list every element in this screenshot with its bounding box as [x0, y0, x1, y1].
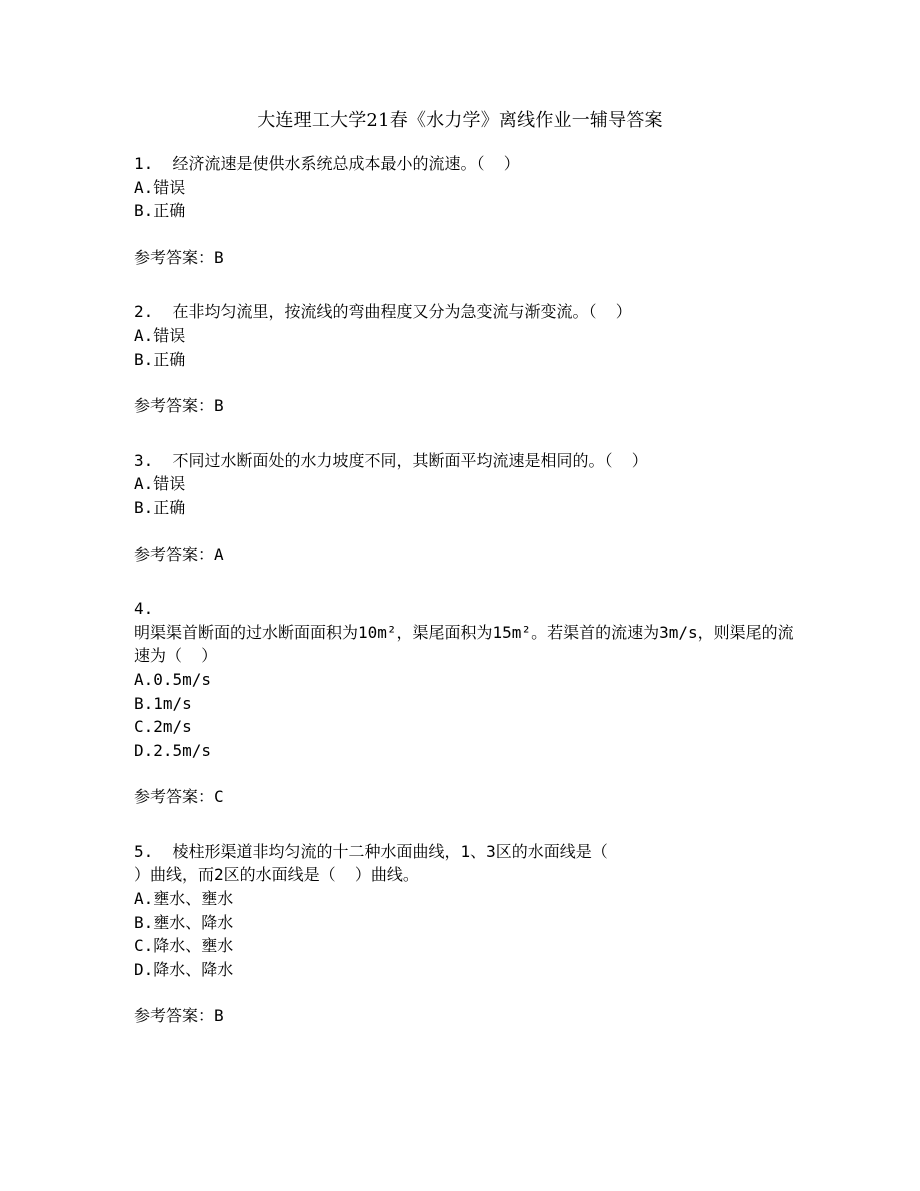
- question-text: 2. 在非均匀流里，按流线的弯曲程度又分为急变流与渐变流。（ ）: [134, 302, 632, 322]
- document-title: 大连理工大学21春《水力学》离线作业一辅导答案: [257, 110, 663, 131]
- answer-label: 参考答案：: [134, 396, 215, 416]
- answer-line: [134, 785, 794, 809]
- option-b: B.1m/s: [134, 693, 192, 713]
- answer-line: [134, 1004, 794, 1028]
- answer-value: B: [214, 396, 224, 416]
- answer-value: A: [214, 544, 224, 564]
- option-a: A.0.5m/s: [134, 669, 212, 689]
- question-text: 3. 不同过水断面处的水力坡度不同，其断面平均流速是相同的。（ ）: [134, 450, 648, 470]
- answer-value: C: [214, 787, 224, 807]
- option-b: B.壅水、降水: [134, 912, 234, 932]
- answer-line: [134, 543, 794, 567]
- answer-label: 参考答案：: [134, 1006, 215, 1026]
- question-item: [134, 597, 794, 809]
- option-a: A.错误: [134, 177, 186, 197]
- answer-value: B: [214, 1006, 224, 1026]
- answer-line: [134, 246, 794, 270]
- option-a: A.壅水、壅水: [134, 889, 234, 909]
- question-text: 4. 明渠渠首断面的过水断面面积为10m²，渠尾面积为15m²。若渠首的流速为3m/s，则渠尾的流速为（ ）: [134, 599, 794, 666]
- question-item: [134, 840, 794, 1028]
- answer-line: [134, 394, 794, 418]
- question-text: 5. 棱柱形渠道非均匀流的十二种水面曲线，1、3区的水面线是（ ）曲线，而2区的水面线是（ ）曲线。: [134, 841, 608, 885]
- question-item: [134, 300, 794, 417]
- option-c: C.2m/s: [134, 717, 192, 737]
- option-d: D.降水、降水: [134, 959, 234, 979]
- question-text: 1. 经济流速是使供水系统总成本最小的流速。（ ）: [134, 154, 520, 173]
- option-b: B.正确: [134, 497, 186, 517]
- answer-value: B: [214, 247, 224, 267]
- option-b: B.正确: [134, 349, 186, 369]
- option-d: D.2.5m/s: [134, 740, 212, 760]
- question-item: [134, 449, 794, 566]
- option-a: A.错误: [134, 474, 186, 494]
- option-b: B.正确: [134, 201, 186, 221]
- answer-label: 参考答案：: [134, 544, 215, 564]
- answer-label: 参考答案：: [134, 247, 215, 267]
- question-list: [134, 152, 794, 1059]
- option-a: A.错误: [134, 325, 186, 345]
- question-item: [134, 152, 794, 269]
- answer-label: 参考答案：: [134, 787, 215, 807]
- option-c: C.降水、壅水: [134, 936, 234, 956]
